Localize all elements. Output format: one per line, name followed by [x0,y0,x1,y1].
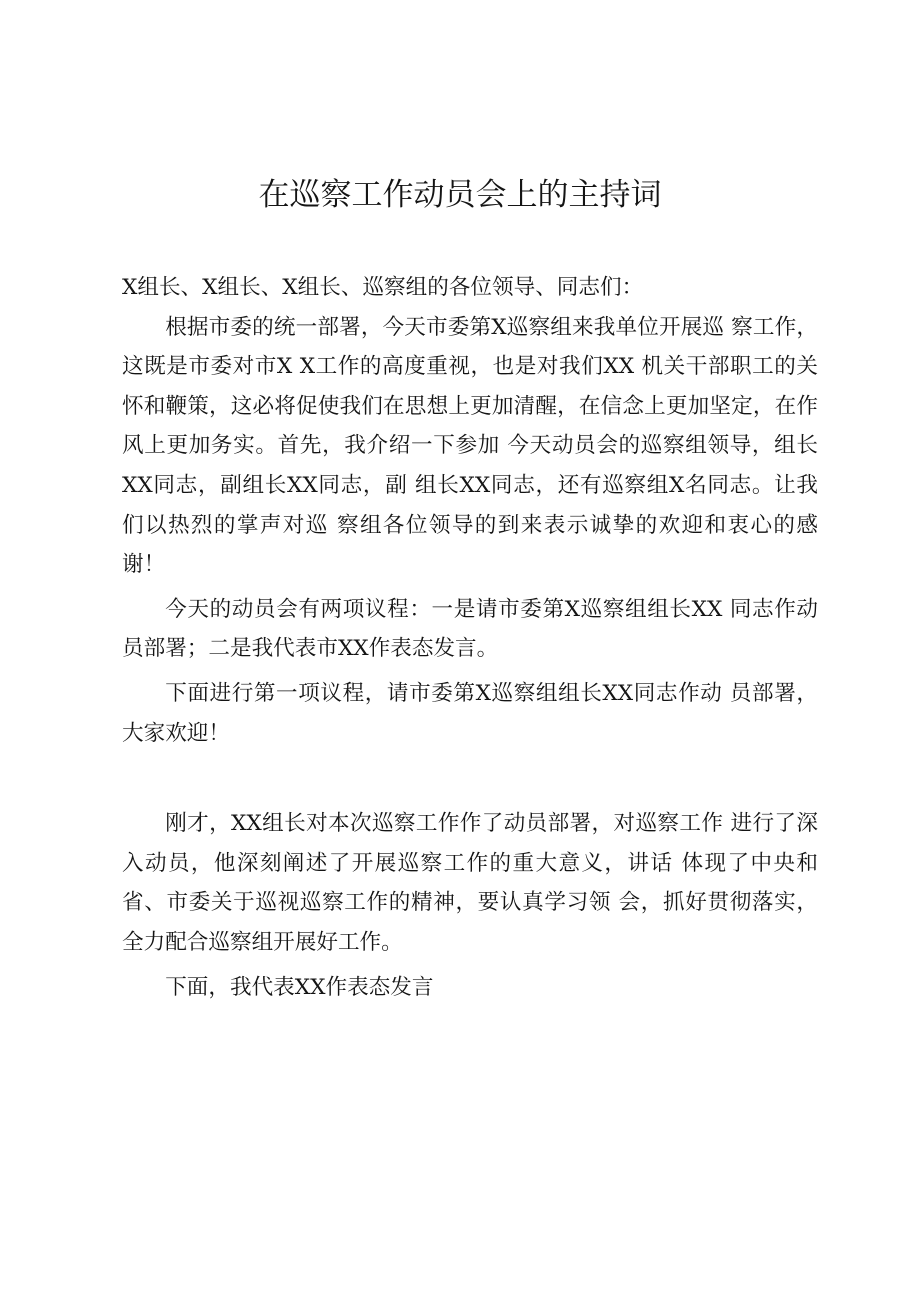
salutation: X组长、X组长、X组长、巡察组的各位领导、同志们： [122,275,644,300]
paragraph-agenda: 今天的动员会有两项议程：一是请市委第X巡察组组长XX 同志作动员部署；二是我代表市XX作表态发言。 [122,596,818,662]
paragraph-summary: 刚才，XX组长对本次巡察工作作了动员部署，对巡察工作 进行了深入动员，他深刻阐述了开展巡察工作的重大意义，讲话 体现了中央和省、市委关于巡视巡察工作的精神，要认真学习领 会，抓好贯彻落实，全力配合巡察组开展好工作。 [122,811,818,955]
document-title: 在巡察工作动员会上的主持词 [258,177,662,213]
document-body [122,268,818,1007]
paragraph-opening: 根据市委的统一部署，今天市委第X巡察组来我单位开展巡 察工作，这既是市委对市X X工作的高度重视，也是对我们XX 机关干部职工的关怀和鞭策，这必将促使我们在思想上更加清醒，在信念上更加坚定，在作风上更加务实。首先，我介绍一下参加 今天动员会的巡察组领导，组长XX同志，副组长XX同志，副 组长XX同志，还有巡察组X名同志。让我们以热烈的掌声对巡 察组各位领导的到来表示诚挚的欢迎和衷心的感谢！ [122,314,818,578]
paragraph-closing: 下面，我代表XX作表态发言 [165,974,434,1000]
paragraph-first-item: 下面进行第一项议程，请市委第X巡察组组长XX同志作动 员部署，大家欢迎！ [122,680,818,746]
